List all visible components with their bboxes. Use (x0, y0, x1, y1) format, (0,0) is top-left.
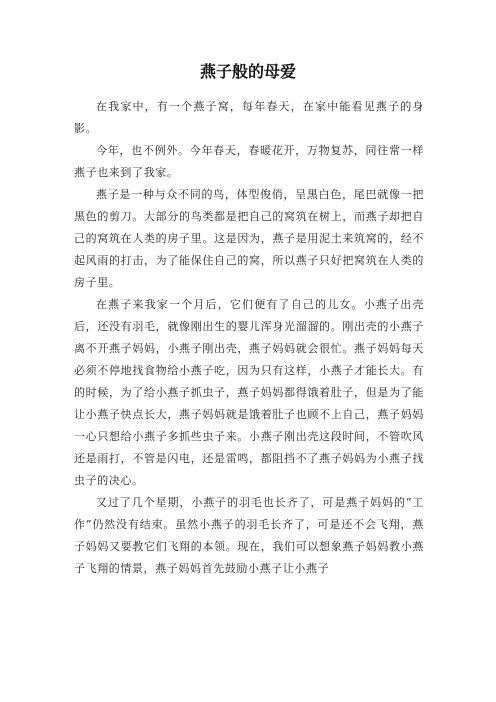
paragraph-1: 在我家中，有一个燕子窝，每年春天，在家中能看见燕子的身影。 (74, 100, 424, 135)
paragraph-3: 燕子是一种与众不同的鸟，体型俊俏，呈黑白色，尾巴就像一把黑色的剪刀。大部分的鸟类都是把自己的窝筑在树上，而燕子却把自己的窝筑在人类的房子里。这是因为，燕子是用泥土来筑窝的，经不起风雨的打击，为了能保住自己的窝，所以燕子只好把窝筑在人类的房子里。 (74, 188, 424, 289)
paragraph-2: 今年，也不例外。今年春天，春暖花开，万物复苏，同往常一样燕子也来到了我家。 (74, 144, 424, 179)
paragraph-5: 又过了几个星期，小燕子的羽毛也长齐了，可是燕子妈妈的“工作”仍然没有结束。虽然小燕子的羽毛长齐了，可是还不会飞翔，燕子妈妈又要教它们飞翔的本领。现在，我们可以想象燕子妈妈教小燕子飞翔的情景，燕子妈妈首先鼓励小燕子让小燕子 (74, 496, 424, 575)
paragraph-4: 在燕子来我家一个月后，它们便有了自己的儿女。小燕子出壳后，还没有羽毛，就像刚出生的婴儿浑身光溜溜的。刚出壳的小燕子离不开燕子妈妈，小燕子刚出壳，燕子妈妈就会很忙。燕子妈妈每天必须不停地找食物给小燕子吃，因为只有这样，小燕子才能长大。有的时候，为了给小燕子抓虫子，燕子妈妈都得饿着肚子，但是为了能让小燕子快点长大，燕子妈妈就是饿着肚子也顾不上自己，燕子妈妈一心只想给小燕子多抓些虫子来。小燕子刚出壳这段时间，不管吹风还是雨打，不管是闪电，还是雷鸣，都阻挡不了燕子妈妈为小燕子找虫子的决心。 (74, 298, 424, 487)
document-body (74, 96, 424, 580)
document-title: 燕子般的母爱 (199, 62, 296, 81)
